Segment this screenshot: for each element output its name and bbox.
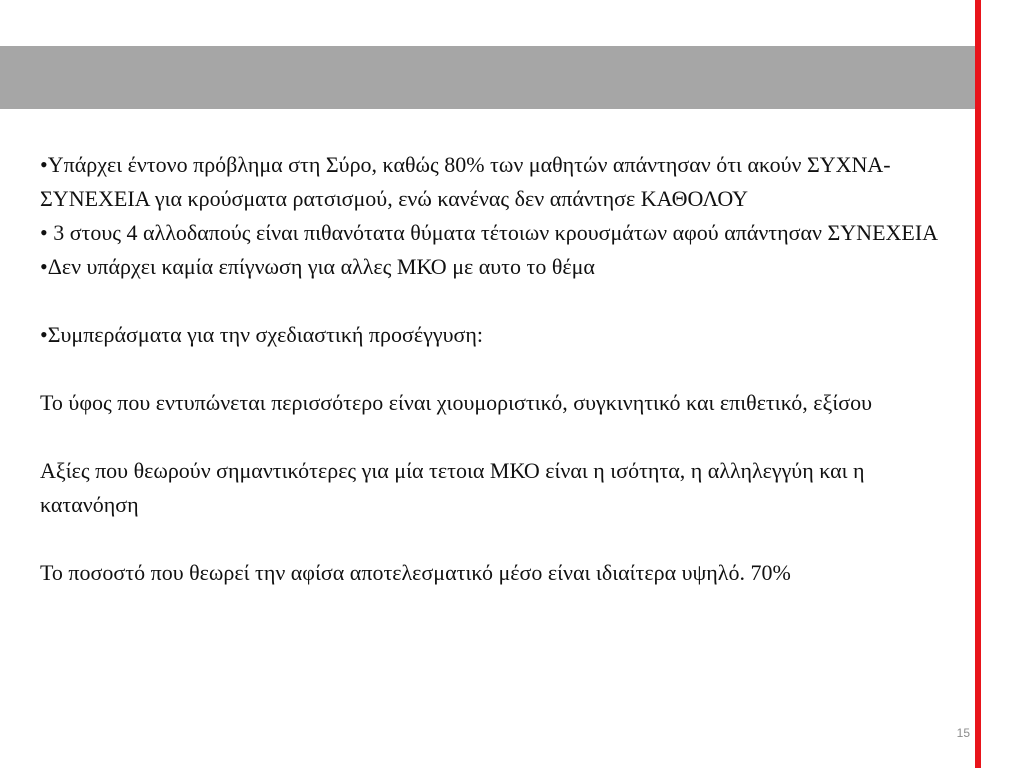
page-number: 15 (956, 726, 970, 740)
paragraph-spacer (40, 420, 940, 454)
paragraph-spacer (40, 522, 940, 556)
bullet-racism-problem: •Υπάρχει έντονο πρόβλημα στη Σύρο, καθώς 80% των μαθητών απάντησαν ότι ακούν ΣΥΧΝΑ-ΣΥΝΕΧΕΙΑ για κρούσματα ρατσισμού, ενώ κανένας δεν απάντησε ΚΑΘΟΛΟΥ (40, 152, 891, 211)
paragraph-tone: Το ύφος που εντυπώνεται περισσότερο είναι χιουμοριστικό, συγκινητικό και επιθετικό, εξίσου (40, 390, 873, 415)
header-band (0, 46, 975, 109)
paragraph-spacer (40, 284, 940, 318)
accent-bar (975, 0, 981, 768)
paragraph-spacer (40, 352, 940, 386)
bullet-ngo-awareness: •Δεν υπάρχει καμία επίγνωση για αλλες ΜΚΟ με αυτο το θέμα (40, 254, 595, 279)
bullet-foreign-victims: • 3 στους 4 αλλοδαπούς είναι πιθανότατα θύματα τέτοιων κρουσμάτων αφού απάντησαν ΣΥΝΕΧΕΙΑ (40, 220, 939, 245)
paragraph-poster-effectiveness: Το ποσοστό που θεωρεί την αφίσα αποτελεσματικό μέσο είναι ιδιαίτερα υψηλό. 70% (40, 560, 791, 585)
bullet-design-conclusions: •Συμπεράσματα για την σχεδιαστική προσέγγυση: (40, 322, 483, 347)
slide-body (40, 148, 940, 590)
paragraph-values: Αξίες που θεωρούν σημαντικότερες για μία τετοια ΜΚΟ είναι η ισότητα, η αλληλεγγύη και η κατανόηση (40, 458, 865, 517)
